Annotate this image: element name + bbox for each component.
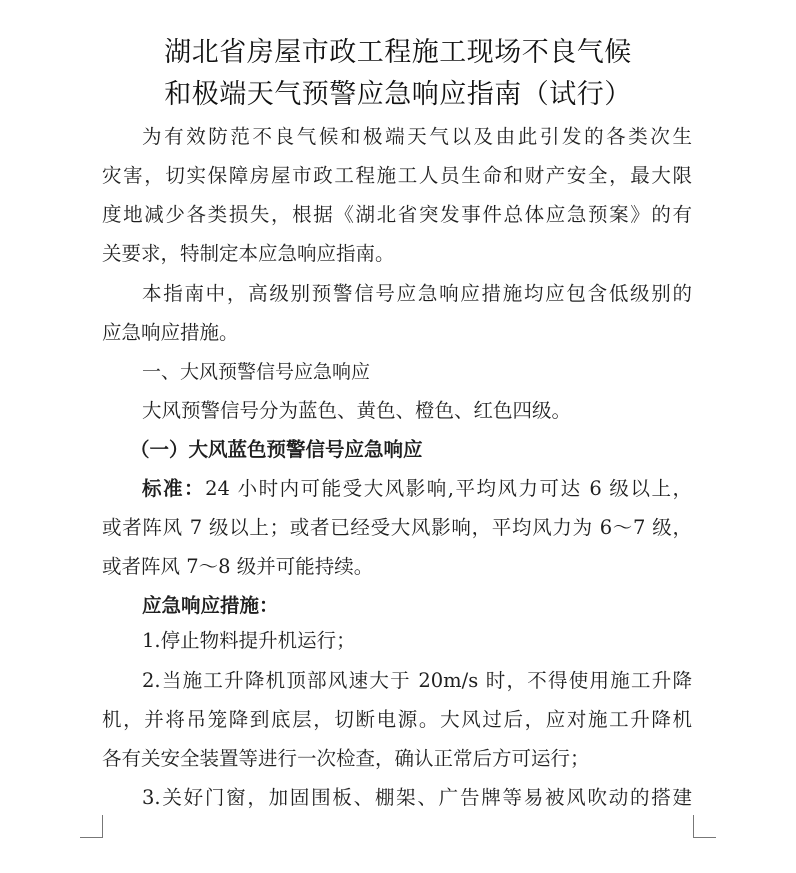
measure-item: 3.关好门窗，加固围板、棚架、广告牌等易被风吹动的搭建 — [142, 786, 692, 809]
intro-paragraph-line: 为有效防范不良气候和极端天气以及由此引发的各类次生 — [142, 125, 692, 148]
standard-text: 24 小时内可能受大风影响,平均风力可达 6 级以上， — [205, 477, 692, 500]
measures-label: 应急响应措施： — [142, 594, 279, 617]
measure-item: 各有关安全装置等进行一次检查，确认正常后方可运行； — [102, 747, 590, 770]
page-corner-mark-left — [80, 815, 103, 838]
measure-item: 1.停止物料提升机运行； — [142, 629, 356, 652]
document-title-line-2: 和极端天气预警应急响应指南（试行） — [164, 79, 632, 110]
section-description: 大风预警信号分为蓝色、黄色、橙色、红色四级。 — [142, 399, 572, 422]
intro-paragraph-line: 度地减少各类损失，根据《湖北省突发事件总体应急预案》的有 — [102, 203, 692, 226]
note-paragraph-line: 应急响应措施。 — [102, 321, 239, 344]
standard-line — [142, 476, 692, 502]
subsection-heading-blue-warning: （一）大风蓝色预警信号应急响应 — [130, 438, 423, 461]
standard-line: 或者阵风 7 级以上；或者已经受大风影响，平均风力为 6～7 级， — [102, 516, 692, 539]
section-heading-wind: 一、大风预警信号应急响应 — [142, 361, 371, 383]
page-corner-mark-right — [693, 815, 716, 838]
document-title-line-1: 湖北省房屋市政工程施工现场不良气候 — [164, 37, 632, 68]
measure-item: 2.当施工升降机顶部风速大于 20m/s 时，不得使用施工升降 — [142, 669, 692, 692]
measure-item: 机，并将吊笼降到底层，切断电源。大风过后，应对施工升降机 — [102, 708, 692, 731]
standard-line: 或者阵风 7～8 级并可能持续。 — [102, 555, 374, 578]
note-paragraph-line: 本指南中，高级别预警信号应急响应措施均应包含低级别的 — [142, 282, 692, 305]
standard-label: 标准： — [142, 477, 206, 500]
intro-paragraph-line: 灾害，切实保障房屋市政工程施工人员生命和财产安全，最大限 — [102, 164, 692, 187]
intro-paragraph-line: 关要求，特制定本应急响应指南。 — [102, 242, 395, 265]
